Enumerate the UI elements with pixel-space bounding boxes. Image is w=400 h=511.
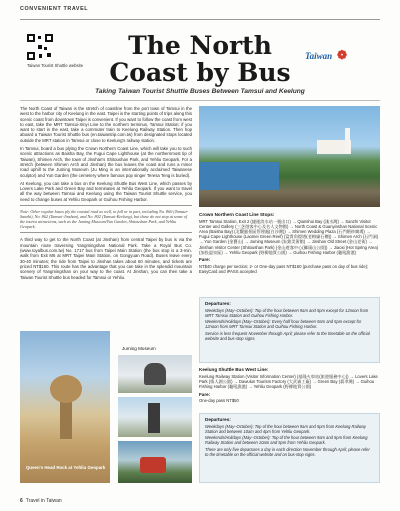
qr-caption: Taiwan Tourist Shuttle website [27, 63, 84, 68]
departures2-weekdays: Weekdays (May–October): Top of the hour between 9am and 5pm from Keelung Railway Station and between 10am and 4pm from Yehliu Geopark. [205, 423, 366, 434]
departures2-heading: Departures: [205, 417, 231, 422]
divider [20, 100, 380, 101]
juming-museum-photo [118, 355, 192, 393]
section-label: CONVENIENT TRAVEL [20, 6, 89, 12]
departures-weekdays: Weekdays (May–October): Top of the hour between 9am and 5pm except for 12noon from MRT Tamsui Station and Guihou Fishing Harbor. [205, 307, 369, 318]
crown-line-stops: MRT Tamsui Station, Exit 2 (捷運淡水站一號出口) → Qianshui Bay (淺水灣) → Sanzhi Visitor Center and Gallery (三芝遊客中心及名人文物館) → North Coast & Guanyinshan National Scenic Area (Baisha Bay) (北觀風景區管理處(白沙灣)) → Shimen Wedding Plaza (石門婚紗廣場) → Fugui Cape Lighthouse (Laomei Green Reef) (富貴角燈塔(老梅綠石槽)) → Shimen Arch (石門洞) → Yun Garden (金寶山) → Juming Museum (朱銘美術館) → Jinshan Old Street (金山老街) → Jinshan Visitor Center (Shitoushan Park) (金山遊客中心(獅頭山公園)) → Jiaoxi (Hot Spring Area) (加投溫泉區) → Yehliu Geopark (野柳地質公園) → Guihou Fishing Harbor (龜吼漁港) [199, 218, 379, 255]
departures-box-2 [199, 413, 380, 483]
left-column [20, 106, 192, 283]
fare-text: NT$40 charge per section; 2- or One-day pass NT$160 (purchase pass on day of bus ride); EasyCard and iPASS accepted [199, 263, 369, 275]
logo-text: Taiwan [305, 51, 333, 61]
fare2-text: One-day pass NT$50 [199, 398, 239, 404]
page-footer [20, 498, 62, 504]
departures-heading: Departures: [205, 301, 231, 306]
departures2-weekends: Weekends/Holidays (May–October): Top of the hour between 9am and 5pm from Keelung Railway Station and between 10am and 5pm from Yehliu Geopark. [205, 435, 368, 445]
taiwan-logo [305, 48, 377, 66]
west-line-stops: Keelung Railway Station (Visitor Information Center) (基隆火車站(旅遊服務中心)) → Lovers Lake Park (情人湖公園) → Dawulun Tourism Factory (大武崙工廠) → Green Bay (翡翠灣) → Guihou Fishing Harbor (龜吼漁港) → Yehliu Geopark (野柳地質公園) [199, 373, 378, 389]
page-number: 6 [20, 498, 23, 504]
queens-head-rock-photo [20, 331, 110, 483]
crown-line-heading: Crown Northern Coast Line Stops: [199, 212, 275, 217]
west-line-column [199, 367, 380, 406]
fare2-heading: Fare: [199, 391, 211, 397]
statue-photo [118, 397, 192, 437]
departures-weekends: Weekends/Holidays (May–October): Every half hour between 9am and 5pm except for 12noon from MRT Tamsui Station and Guihou Fishing Harbor. [205, 319, 362, 329]
logo-mark-icon: ❁ [337, 48, 348, 62]
paragraph-1: The North Coast of Taiwan is the stretch of coastline from the port town of Tamsui in the west to the harbor city of Keelung in the east. Taipei is the starting points of trips along this scenic coast from downtown Taipei is convenient. If you want to follow the coast from west to east, take the MRT Tamsui-Xinyi Line to the northern terminus, Tamsui Station; if you want to start in the east, take a commuter train to Keelung Railway Station. Then hop aboard a Taiwan Tourist Shuttle bus (en.taiwantrip.com.tw) from designated stops located outside the MRT station in Tamsui or close to Keelung's railway station. [20, 106, 192, 143]
right-column [199, 212, 380, 277]
fare-heading: Fare: [199, 257, 211, 263]
rock-photo-caption: Queen's Head Rock at Yehliu Geopark [26, 465, 106, 470]
departures2-note: There are only five departures a day in each direction November through April; please refer to the timetable on the official website and on bus-stop signs. [205, 446, 370, 457]
coast-photo [199, 106, 380, 207]
paragraph-3: At Keelung, you can take a bus on the Keelung Shuttle Bus West Line, which passes by Lovers Lake Park and Green Bay and terminates at Yehliu Geopark. If you want to travel all the way between Tamsui and Keelung using the Taiwan Tourist Shuttle service, you need to change buses at Yehliu Geopark or Guihou Fishing Harbor. [20, 180, 192, 202]
departures-note: Service is less frequent November through April; please refer to the timetable on the official website and bus-stop signs. [205, 330, 370, 341]
note-box: Note: Other regular buses ply the coastal road as well, in full or in part, including No. 860 (Tamsui-Sanzhi), No. 862 (Tamsui-Jinshan), and No. 802 (Tamsui-Keelung), but these do not stop at some of the tourist attractions, such as the Juming Museum/Yun Garden, Shitoushan Park, and Yehliu Geopark. [20, 205, 192, 233]
red-sculpture-photo [118, 441, 192, 483]
subtitle: Taking Taiwan Tourist Shuttle Buses Between Tamsui and Keelung [95, 88, 305, 95]
west-line-heading: Keelung Shuttle Bus West Line: [199, 367, 269, 372]
paragraph-2: In Tamsui, board a bus plying the Crown Northern Coast Line, which will take you to such scenic attractions as Baisha Bay, the Fugui Cape Lighthouse (at the northernmost tip of Taiwan), Shimen Arch, the town of Jinshan's Shitoushan Park, and Yehliu Geopark. For a stretch (between Shimen Arch and Jinshan) the bus leaves the coast and runs a minor road uphill to the Juming Museum (Ju Ming is an internationally acclaimed Taiwanese sculptor) and Yun Garden (the cemetery where famous pop singer Teresa Teng is buried). [20, 146, 192, 178]
qr-code[interactable] [27, 34, 53, 60]
publication-name: Travel in Taiwan [25, 498, 62, 504]
museum-caption: Juming Museum [122, 346, 156, 351]
departures-box [199, 297, 380, 363]
page-title [90, 32, 310, 86]
title-line-1: The North [128, 31, 272, 60]
title-line-2: Coast by Bus [109, 58, 291, 87]
top-bar [20, 6, 380, 20]
paragraph-4: A third way to get to the North Coast (at Jinshan) from central Taipei by bus is via the mountain route traversing Yangmingshan National Park. Take a Royal Bus Co. (www.royalbus.com.tw) No. 1717 bus from Taipei Main Station (the bus stop is a 3-min. walk from Exit M6 at MRT Taipei Main Station, on Gongyuan Road). Buses leave every 30-40 minutes; the ride from Taipei to Jinshan takes about 60 minutes, and tickets are priced NT$150. This route has the advantage that you can take in the splendid mountain scenery of Yangmingshan on your way to the coast. At Jinshan, you can then take a Taiwan Tourist Shuttle bus headed for Tamsui or Yehliu. [20, 237, 192, 280]
